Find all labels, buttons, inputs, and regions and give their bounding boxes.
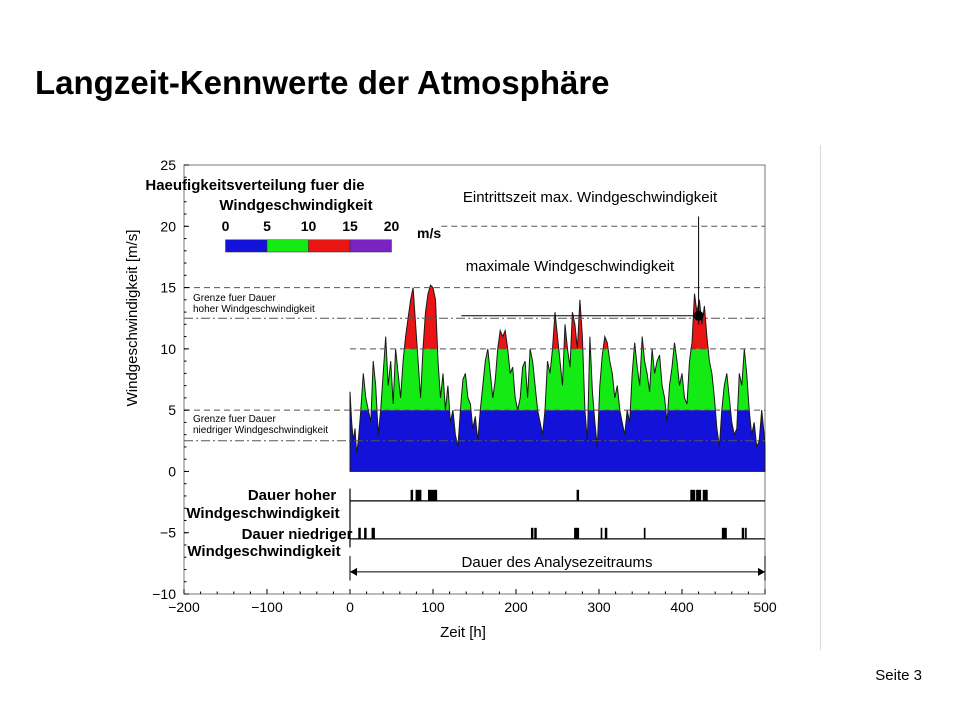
y-tick-label: 25 [160, 157, 176, 173]
x-tick-label: 400 [670, 599, 694, 615]
x-tick-label: 500 [753, 599, 777, 615]
high-duration-bar [703, 490, 708, 501]
annotation-low-duration-line1: Dauer niedriger [241, 526, 353, 543]
legend-tick-label: 15 [342, 218, 358, 235]
annotation-low-limit-line2: niedriger Windgeschwindigkeit [193, 425, 329, 436]
low-duration-bar [745, 528, 747, 539]
legend-tick-label: 20 [383, 218, 400, 235]
legend-unit: m/s [417, 225, 442, 241]
annotation-max-time: Eintrittszeit max. Windgeschwindigkeit [462, 189, 718, 206]
annotation-high-limit-line2: hoher Windgeschwindigkeit [193, 304, 315, 315]
legend-color-3 [350, 240, 392, 252]
x-tick-label: 0 [346, 599, 354, 615]
annotation-high-limit-line1: Grenze fuer Dauer [193, 293, 276, 304]
x-tick-label: 300 [587, 599, 611, 615]
legend-tick-label: 10 [300, 218, 317, 235]
legend-color-0 [226, 240, 268, 252]
x-axis-label: Zeit [h] [440, 624, 486, 641]
y-axis-label: Windgeschwindigkeit [m/s] [124, 229, 141, 407]
high-duration-bar [696, 490, 701, 501]
legend-tick-label: 5 [263, 218, 271, 235]
low-duration-bar [358, 528, 360, 539]
y-tick-label: −5 [160, 524, 176, 541]
max-point-marker [694, 311, 704, 321]
y-tick-label: 20 [160, 218, 176, 235]
x-tick-label: 200 [504, 599, 528, 615]
slide-title: Langzeit-Kennwerte der Atmosphäre [35, 64, 610, 101]
legend-color-2 [309, 240, 351, 252]
high-duration-bar [577, 490, 579, 501]
low-duration-bar [574, 528, 579, 539]
low-duration-bar [722, 528, 727, 539]
period-arrow-left [350, 568, 357, 576]
page-number: Seite 3 [875, 667, 922, 684]
high-duration-bar [416, 490, 422, 501]
x-tick-label: −100 [251, 599, 283, 615]
low-duration-bar [534, 528, 536, 539]
legend-title-line1: Haeufigkeitsverteilung fuer die [145, 177, 365, 194]
annotation-high-duration-line1: Dauer hoher [247, 487, 337, 504]
low-duration-bar [601, 528, 603, 539]
low-duration-bar [742, 528, 744, 539]
low-duration-bar [372, 528, 375, 539]
period-arrow-right [758, 568, 765, 576]
x-tick-label: 100 [421, 599, 445, 615]
annotation-low-duration-line2: Windgeschwindigkeit [187, 543, 341, 560]
low-duration-bar [605, 528, 607, 539]
y-tick-label: 10 [160, 340, 176, 357]
high-duration-bar [428, 490, 437, 501]
high-duration-bar [411, 490, 413, 501]
low-duration-bar [644, 528, 646, 539]
annotation-high-duration-line2: Windgeschwindigkeit [186, 505, 340, 522]
annotation-analysis-period: Dauer des Analysezeitraums [461, 554, 653, 571]
y-tick-label: 0 [168, 463, 176, 480]
low-duration-bar [364, 528, 366, 539]
x-tick-label: −200 [168, 599, 200, 615]
high-duration-bar [690, 490, 695, 501]
annotation-max-speed: maximale Windgeschwindigkeit [465, 258, 675, 275]
annotation-low-limit-line1: Grenze fuer Dauer [193, 414, 276, 425]
legend-color-1 [267, 240, 309, 252]
y-tick-label: 5 [168, 402, 176, 419]
legend-tick-label: 0 [221, 218, 230, 235]
y-tick-label: 15 [160, 279, 176, 296]
y-tick-label: −10 [152, 586, 176, 602]
low-duration-bar [531, 528, 533, 539]
legend-title-line2: Windgeschwindigkeit [219, 197, 373, 214]
